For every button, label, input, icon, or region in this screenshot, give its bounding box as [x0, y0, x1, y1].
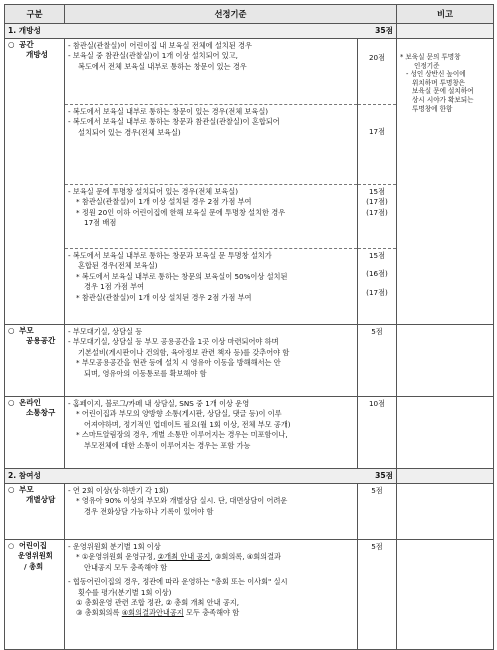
header-criteria: 선정기준: [65, 5, 397, 24]
points: 17점: [368, 127, 386, 136]
circle-bullet: ○: [8, 40, 15, 49]
row-space-openness: [5, 39, 494, 325]
points: 10점: [368, 399, 386, 408]
category-online: ○ 온라인 소통창구: [5, 397, 65, 469]
table-header: [5, 5, 494, 24]
header-category: 구분: [5, 5, 65, 24]
points: 15점: [368, 251, 386, 260]
space-criterion-3: - 보육실 문에 투명창 설치되어 있는 경우(전체 보육실) * 참관실(관찰실)이 1개 이상 설치된 경우 2점 가점 부여 * 정원 20인 이하 어린이집에 한해 보육실 문에 투명창 설치한 경우 17점 배점 15점 (17점) (17점): [65, 185, 396, 249]
space-criteria-cell: [65, 39, 397, 325]
row-committee: ○ 어린이집 운영위원회 / 총회 - 운영위원회 분기별 1회 이상 * ①운영위원회 운영규정, ②개최 안내 공지, ③회의록, ④회의결과 안내공지 모두 충족해야 함 - 협동어린이집의 경우, 정관에 따라 운영하는 "총회 또는 이사회" 실시 횟수를 평가(분기별 1회 이상) ① 총회운영 관련 조합 정관, ② 총회 개최 안내 공지, ③ 총회회의록 ④회의결과안내공지 모두 충족해야 함 5점: [5, 540, 494, 650]
remarks-transparent-window: * 보육실 문의 투명창 인정기준 - 성인 상반신 높이에 위치하며 투명창은 보육실 문에 설치하여 상시 시야가 확보되는 투명창에 한함: [397, 39, 494, 325]
category-counsel: ○ 부모 개별상담: [5, 484, 65, 540]
header-remarks: 비고: [397, 5, 494, 24]
points-bonus: (16점): [366, 269, 388, 279]
section-row-participation: [5, 469, 494, 484]
space-criterion-4: - 복도에서 보육실 내부로 통하는 창문과 보육실 문 투명창 설치가 혼합된 경우(전체 보육실) * 복도에서 보육실 내부로 통하는 창문의 보육실이 50%이상 설치된 경우 1점 가점 부여 * 참관실(관찰실)이 1개 이상 설치된 경우 2점 가점 부여 15점 (16점) (17점): [65, 249, 396, 325]
section-points: 35점: [375, 470, 393, 480]
row-parent-space: ○ 부모 공용공간 - 부모대기실, 상담실 등 - 부모대기실, 상담실 등 부모 공용공간을 1곳 이상 마련되어야 하며 기본설비(게시판이나 건의함, 육아정보 관련 책자 등)를 갖추어야 함 * 부모공용공간을 현관 등에 설치 시 영유아 이동을 방해해서는 안 되며, 영유아의 이동통로를 확보해야 함 5점: [5, 325, 494, 397]
category-committee: ○ 어린이집 운영위원회 / 총회: [5, 540, 65, 650]
section-row-openness: [5, 24, 494, 39]
points: 5점: [371, 542, 383, 551]
points: 20점: [368, 53, 386, 62]
points-bonus: (17점): [366, 197, 388, 207]
points: 15점: [368, 187, 386, 196]
space-criterion-1: - 참관실(관찰실)이 어린이집 내 보육실 전체에 설치된 경우 - 보육실 중 참관실(관찰실)이 1개 이상 설치되어 있고, 복도에서 전체 보육실 내부로 통하는 창문이 있는 경우 20점: [65, 39, 396, 105]
points-bonus: (17점): [366, 207, 388, 217]
section-title: 2. 참여성 35점: [5, 469, 397, 484]
space-criterion-2: - 복도에서 보육실 내부로 통하는 창문이 있는 경우(전체 보육실) - 복도에서 보육실 내부로 통하는 창문과 참관실(관찰실)이 혼합되어 설치되어 있는 경우(전체 보육실) 17점: [65, 105, 396, 185]
row-online-channel: ○ 온라인 소통창구 - 홈페이지, 블로그/카페 내 상담실, SNS 중 1개 이상 운영 * 어린이집과 부모의 양방향 소통(게시판, 상담실, 댓글 등)이 이루 어져야하며, 정기적인 업데이트 필요(월 1회 이상, 전체 부모 공개) * 스마트알림장의 경우, 개별 소통만 이루어지는 경우는 미포함이나, 부모전체에 대한 소통이 이루어지는 경우는 포함 가능 10점: [5, 397, 494, 469]
row-parent-counsel: ○ 부모 개별상담 - 연 2회 이상(상·하반기 각 1회) * 영유아 90% 이상의 부모와 개별상담 실시. 단, 대면상담이 어려운 경우 전화상담 가능하나 기록이 있어야 함 5점: [5, 484, 494, 540]
section-points: 35점: [375, 25, 393, 35]
points: 5점: [371, 486, 383, 495]
section-title: 1. 개방성 35점: [5, 24, 397, 39]
evaluation-criteria-table: [4, 4, 494, 650]
points: 5점: [371, 327, 383, 336]
category-parent-space: ○ 부모 공용공간: [5, 325, 65, 397]
points-bonus: (17점): [366, 287, 388, 297]
category-space: ○ 공간 개방성: [5, 39, 65, 325]
